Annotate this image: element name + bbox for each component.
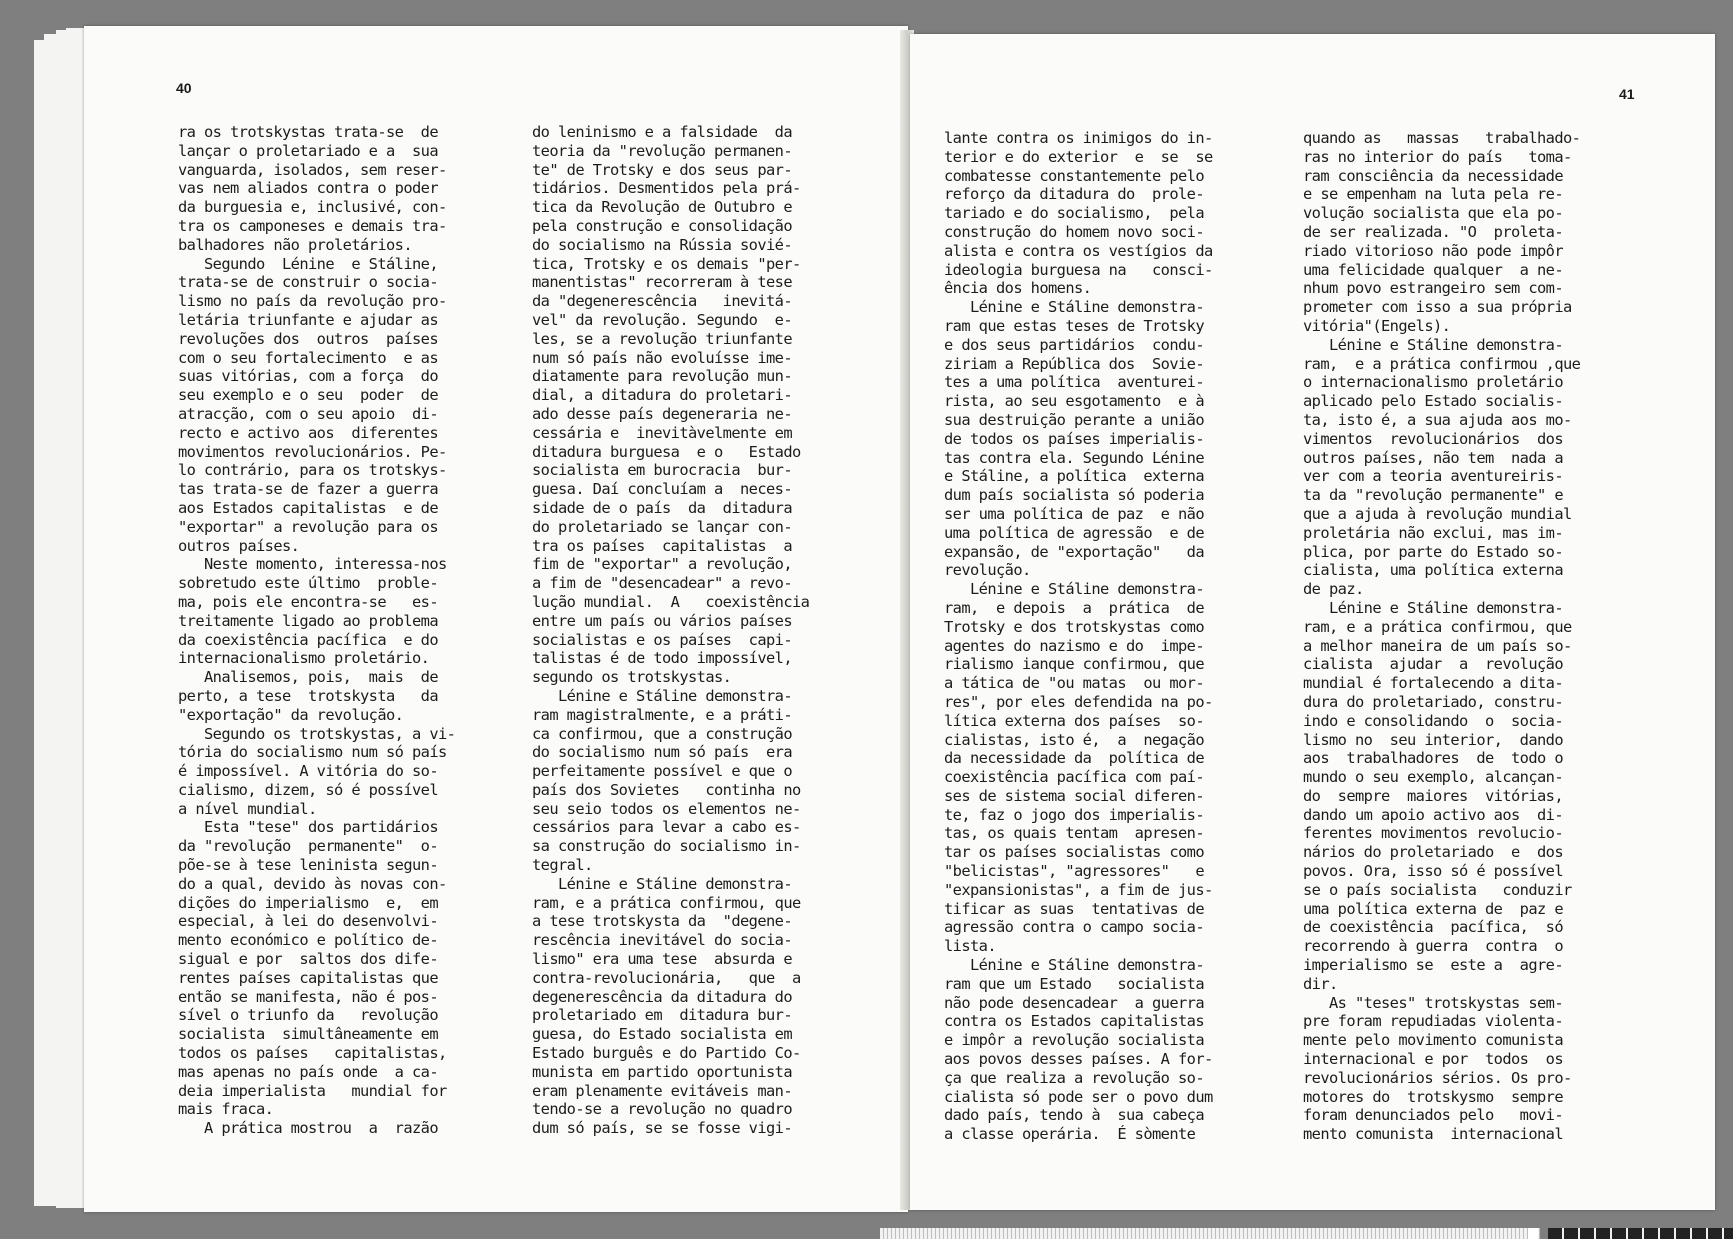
text-line: dando um apoio activo aos di- [1303, 805, 1563, 824]
text-line: pre foram repudiadas violenta- [1303, 1012, 1563, 1031]
text-line: perfeitamente possível e que o [532, 762, 792, 781]
text-line: ideologia burguesa na consci- [944, 260, 1213, 279]
text-line: cessários para levar a cabo es- [532, 818, 801, 837]
text-line: ver com a teoria aventureiris- [1303, 467, 1563, 486]
text-line: dum só país, se se fosse vigi- [532, 1119, 792, 1138]
text-line: vas nem aliados contra o poder [178, 179, 438, 198]
text-line: país dos Sovietes continha no [532, 780, 801, 799]
text-line: ras no interior do país toma- [1303, 147, 1572, 166]
text-line: a melhor maneira de um país so- [1303, 636, 1572, 655]
text-line: cialista ajudar a revolução [1303, 655, 1563, 674]
text-line: sível o triunfo da revolução [178, 1006, 438, 1025]
text-line: ça que realiza a revolução so- [944, 1068, 1204, 1087]
text-line: do sempre maiores vitórias, [1303, 786, 1563, 805]
text-line: recto e activo aos diferentes [178, 423, 438, 442]
text-line: Lénine e Stáline demonstra- [532, 874, 792, 893]
text-line: lismo no seu interior, dando [1303, 730, 1563, 749]
text-line: rista, ao seu esgotamento e à [944, 392, 1204, 411]
text-line: nários do proletariado e dos [1303, 843, 1563, 862]
text-line: motores do trotskysmo sempre [1303, 1087, 1563, 1106]
left-page [84, 26, 908, 1212]
text-line: res", por eles defendida na po- [944, 692, 1213, 711]
text-line: sa construção do socialismo in- [532, 837, 801, 856]
text-line: ta, isto é, a sua ajuda aos mo- [1303, 410, 1572, 429]
text-line: guesa, do Estado socialista em [532, 1025, 792, 1044]
text-line: ram que estas teses de Trotsky [944, 316, 1204, 335]
text-line: tegral. [532, 856, 593, 875]
text-line: les, se a revolução triunfante [532, 329, 792, 348]
text-line: volução socialista que ela po- [1303, 204, 1563, 223]
text-line: tica, Trotsky e os demais "per- [532, 254, 801, 273]
text-line: revoluções dos outros países [178, 329, 438, 348]
text-line: contra os Estados capitalistas [944, 1012, 1204, 1031]
text-line: tas, os quais tentam apresen- [944, 824, 1204, 843]
text-line: então se manifesta, não é pos- [178, 987, 438, 1006]
text-line: "exportar" a revolução para os [178, 517, 438, 536]
text-line: lista. [944, 937, 996, 956]
text-line: mundial é fortalecendo a dita- [1303, 674, 1563, 693]
text-line: especial, à lei do desenvolvi- [178, 912, 438, 931]
text-line: internacionalismo proletário. [178, 649, 430, 668]
text-line: a tática de "ou matas ou mor- [944, 674, 1204, 693]
text-line: dial, a ditadura do proletari- [532, 386, 792, 405]
text-line: ditadura burguesa e o Estado [532, 442, 801, 461]
text-line: te" de Trotsky e dos seus par- [532, 160, 792, 179]
text-line: da burguesia e, inclusivé, con- [178, 198, 447, 217]
text-line: se o país socialista conduzir [1303, 880, 1572, 899]
text-line: da necessidade da política de [944, 749, 1204, 768]
text-line: guesa. Daí concluíam a neces- [532, 480, 792, 499]
text-line: outros países. [178, 536, 300, 555]
text-line: ência dos homens. [944, 279, 1092, 298]
text-line: Lénine e Stáline demonstra- [944, 298, 1204, 317]
page-number: 40 [176, 80, 192, 96]
text-line: construção do homem novo soci- [944, 222, 1204, 241]
text-line: eram plenamente evitáveis man- [532, 1081, 792, 1100]
text-line: suas vitórias, com a força do [178, 367, 438, 386]
text-line: ram magistralmente, e a práti- [532, 705, 792, 724]
text-line: lo contrário, para os trotskys- [178, 461, 447, 480]
text-line: Lénine e Stáline demonstra- [944, 580, 1204, 599]
text-line: treitamente ligado ao problema [178, 611, 438, 630]
text-line: cialistas, isto é, a negação [944, 730, 1204, 749]
text-line: segundo os trotskystas. [532, 668, 732, 687]
text-line: tariado e do socialismo, pela [944, 204, 1204, 223]
text-line: cessária e inevitàvelmente em [532, 423, 792, 442]
text-line: Lénine e Stáline demonstra- [1303, 335, 1563, 354]
text-line: lismo" era uma tese absurda e [532, 950, 792, 969]
text-line: põe-se à tese leninista segun- [178, 856, 438, 875]
text-line: sobretudo este último proble- [178, 574, 438, 593]
text-line: rescência inevitável do socia- [532, 931, 792, 950]
text-line: fim de "exportar" a revolução, [532, 555, 792, 574]
text-line: ma, pois ele encontra-se es- [178, 592, 438, 611]
text-line: movimentos revolucionários. Pe- [178, 442, 447, 461]
text-line: vimentos revolucionários dos [1303, 429, 1563, 448]
text-line: munista em partido oportunista [532, 1062, 792, 1081]
text-line: tra os camponeses e demais tra- [178, 216, 447, 235]
text-line: "exportação" da revolução. [178, 705, 404, 724]
text-line: tra os países capitalistas a [532, 536, 792, 555]
text-line: do leninismo e a falsidade da [532, 123, 792, 141]
text-line: ram consciência da necessidade [1303, 166, 1563, 185]
text-line: A prática mostrou a razão [178, 1119, 438, 1138]
text-line: dado país, tendo à sua cabeça [944, 1106, 1204, 1125]
text-line: do socialismo num só país era [532, 743, 792, 762]
text-line: lançar o proletariado e a sua [178, 141, 438, 160]
text-line: Esta "tese" dos partidários [178, 818, 438, 837]
text-line: Analisemos, pois, mais de [178, 668, 438, 687]
text-line: outros países, não tem nada a [1303, 448, 1563, 467]
scale-ruler-marker [1528, 1228, 1538, 1239]
text-line: da "revolução permanente" o- [178, 837, 438, 856]
text-line: contra-revolucionária, que a [532, 968, 801, 987]
text-line: plica, por parte do Estado so- [1303, 542, 1563, 561]
text-line: dições do imperialismo e, em [178, 893, 438, 912]
text-line: sua destruição perante a união [944, 410, 1204, 429]
text-line: e se empenham na luta pela re- [1303, 185, 1563, 204]
text-line: trata-se de construir o socia- [178, 273, 438, 292]
text-line: ziriam a República dos Sovie- [944, 354, 1204, 373]
text-line: socialistas e os países capi- [532, 630, 792, 649]
text-line: ferentes movimentos revolucio- [1303, 824, 1563, 843]
text-line: rentes países capitalistas que [178, 968, 438, 987]
text-line: seu seio todos os elementos ne- [532, 799, 801, 818]
text-line: agentes do nazismo e do impe- [944, 636, 1204, 655]
text-line: reforço da ditadura do prole- [944, 185, 1204, 204]
text-line: alista e contra os vestígios da [944, 241, 1213, 260]
text-line: da coexistência pacífica e do [178, 630, 438, 649]
text-line: mento comunista internacional [1303, 1125, 1563, 1144]
text-line: balhadores não proletários. [178, 235, 412, 254]
text-line: lução mundial. A coexistência [532, 592, 810, 611]
text-line: letária triunfante e ajudar as [178, 310, 438, 329]
text-line: entre um país ou vários países [532, 611, 792, 630]
text-line: o internacionalismo proletário [1303, 373, 1563, 392]
text-line: agressão contra o campo socia- [944, 918, 1204, 937]
page-number: 41 [1619, 86, 1635, 102]
text-line: dir. [1303, 974, 1338, 993]
text-line: e Stáline, a política externa [944, 467, 1204, 486]
text-line: ram, e a prática confirmou, que [1303, 617, 1572, 636]
text-line: atracção, com o seu apoio di- [178, 404, 438, 423]
text-line: mais fraca. [178, 1100, 274, 1119]
scale-ruler [880, 1228, 1540, 1239]
text-line: pela construção e consolidação [532, 216, 792, 235]
text-line: e impôr a revolução socialista [944, 1031, 1204, 1050]
text-line: Segundo Lénine e Stáline, [178, 254, 438, 273]
text-line: ta da "revolução permanente" e [1303, 486, 1563, 505]
text-line: aplicado pelo Estado socialis- [1303, 392, 1563, 411]
text-line: socialista em burocracia bur- [532, 461, 792, 480]
text-line: ses de sistema social diferen- [944, 786, 1204, 805]
text-line: a fim de "desencadear" a revo- [532, 574, 792, 593]
text-line: a nível mundial. [178, 799, 317, 818]
text-line: aos Estados capitalistas e de [178, 498, 438, 517]
text-line: ca confirmou, que a construção [532, 724, 792, 743]
text-line: vitória"(Engels). [1303, 316, 1451, 335]
text-line: expansão, de "exportação" da [944, 542, 1204, 561]
text-line: sidade de o país da ditadura [532, 498, 792, 517]
text-line: ram que um Estado socialista [944, 974, 1204, 993]
text-line: ram, e a prática confirmou ,que [1303, 354, 1581, 373]
text-line: diatamente para revolução mun- [532, 367, 792, 386]
text-line: Lénine e Stáline demonstra- [532, 686, 792, 705]
text-line: de todos os países imperialis- [944, 429, 1204, 448]
text-line: terior e do exterior e se se [944, 147, 1213, 166]
text-line: povos. Ora, isso só é possível [1303, 862, 1563, 881]
text-line: cialista só pode ser o povo dum [944, 1087, 1213, 1106]
text-line: aos trabalhadores de todo o [1303, 749, 1563, 768]
text-line: uma felicidade qualquer a ne- [1303, 260, 1563, 279]
text-line: da "degenerescência inevitá- [532, 292, 792, 311]
text-line: ra os trotskystas trata-se de [178, 123, 438, 141]
text-line: combatesse constantemente pelo [944, 166, 1204, 185]
text-line: num só país não evoluísse ime- [532, 348, 792, 367]
text-line: manentistas" recorreram à tese [532, 273, 792, 292]
text-line: tidários. Desmentidos pela prá- [532, 179, 801, 198]
text-line: Lénine e Stáline demonstra- [1303, 598, 1563, 617]
text-column-2 [1303, 129, 1639, 1144]
text-line: Segundo os trotskystas, a vi- [178, 724, 456, 743]
text-line: dum país socialista só poderia [944, 486, 1204, 505]
text-line: perto, a tese trotskysta da [178, 686, 438, 705]
text-line: com o seu fortalecimento e as [178, 348, 438, 367]
text-line: Estado burguês e do Partido Co- [532, 1044, 801, 1063]
text-line: sigual e por saltos dos dife- [178, 950, 438, 969]
text-line: vanguarda, isolados, sem reser- [178, 160, 447, 179]
text-line: rialismo ianque confirmou, que [944, 655, 1204, 674]
text-line: ram, e depois a prática de [944, 598, 1204, 617]
text-line: de ser realizada. "O proleta- [1303, 222, 1563, 241]
text-line: lante contra os inimigos do in- [944, 129, 1213, 147]
text-line: mente pelo movimento comunista [1303, 1031, 1563, 1050]
text-line: quando as massas trabalhado- [1303, 129, 1581, 147]
text-line: vel" da revolução. Segundo e- [532, 310, 792, 329]
text-line: a tese trotskysta da "degene- [532, 912, 792, 931]
text-line: "belicistas", "agressores" e [944, 862, 1204, 881]
text-line: ser uma política de paz e não [944, 504, 1204, 523]
text-line: todos os países capitalistas, [178, 1044, 447, 1063]
text-line: a classe operária. É sòmente [944, 1125, 1196, 1144]
text-line: não pode desencadear a guerra [944, 993, 1204, 1012]
text-line: te, faz o jogo dos imperialis- [944, 805, 1204, 824]
text-line: de paz. [1303, 580, 1364, 599]
text-line: imperialismo se este a agre- [1303, 956, 1563, 975]
text-line: coexistência pacífica com paí- [944, 768, 1204, 787]
text-line: mundo o seu exemplo, alcançan- [1303, 768, 1563, 787]
text-line: prometer com isso a sua própria [1303, 298, 1572, 317]
text-line: talistas é de todo impossível, [532, 649, 792, 668]
text-line: tica da Revolução de Outubro e [532, 198, 792, 217]
color-scale-bar [1548, 1228, 1733, 1239]
text-line: teoria da "revolução permanen- [532, 141, 792, 160]
text-column-1 [178, 123, 514, 1138]
text-line: mas apenas no país onde a ca- [178, 1062, 438, 1081]
text-line: lítica externa dos países so- [944, 711, 1204, 730]
text-line: do socialismo na Rússia sovié- [532, 235, 792, 254]
text-line: tória do socialismo num só país [178, 743, 447, 762]
text-line: aos povos desses países. A for- [944, 1050, 1213, 1069]
text-line: cialista, uma política externa [1303, 561, 1563, 580]
text-line: revolução. [944, 561, 1031, 580]
text-line: do a qual, devido às novas con- [178, 874, 447, 893]
text-line: seu exemplo e o seu poder de [178, 386, 438, 405]
text-line: proletariado em ditadura bur- [532, 1006, 792, 1025]
text-line: proletária não exclui, mas im- [1303, 523, 1563, 542]
text-line: uma política externa de paz e [1303, 899, 1563, 918]
text-line: nhum povo estrangeiro sem com- [1303, 279, 1563, 298]
text-line: revolucionários sérios. Os pro- [1303, 1068, 1572, 1087]
text-line: indo e consolidando o socia- [1303, 711, 1563, 730]
text-line: degenerescência da ditadura do [532, 987, 792, 1006]
text-column-1 [944, 129, 1280, 1144]
text-line: uma política de agressão e de [944, 523, 1204, 542]
text-line: cialismo, dizem, só é possível [178, 780, 438, 799]
text-line: internacional e por todos os [1303, 1050, 1563, 1069]
text-line: mento económico e político de- [178, 931, 438, 950]
text-line: socialista simultâneamente em [178, 1025, 438, 1044]
text-line: tas trata-se de fazer a guerra [178, 480, 438, 499]
text-line: dura do proletariado, constru- [1303, 692, 1563, 711]
text-line: é impossível. A vitória do so- [178, 762, 438, 781]
text-line: As "teses" trotskystas sem- [1303, 993, 1563, 1012]
text-line: tendo-se a revolução no quadro [532, 1100, 792, 1119]
text-line: tes a uma política aventurei- [944, 373, 1204, 392]
text-line: Lénine e Stáline demonstra- [944, 956, 1204, 975]
text-line: foram denunciados pelo movi- [1303, 1106, 1563, 1125]
text-line: de coexistência pacífica, só [1303, 918, 1563, 937]
text-line: Trotsky e dos trotskystas como [944, 617, 1204, 636]
text-line: lismo no país da revolução pro- [178, 292, 447, 311]
text-line: Neste momento, interessa-nos [178, 555, 447, 574]
text-column-2 [532, 123, 868, 1138]
text-line: tas contra ela. Segundo Lénine [944, 448, 1204, 467]
right-page [910, 34, 1715, 1210]
text-line: riado vitorioso não pode impôr [1303, 241, 1563, 260]
text-line: ram, e a prática confirmou, que [532, 893, 801, 912]
text-line: ado desse país degeneraria ne- [532, 404, 792, 423]
text-line: tar os países socialistas como [944, 843, 1204, 862]
text-line: tificar as suas tentativas de [944, 899, 1204, 918]
text-line: deia imperialista mundial for [178, 1081, 447, 1100]
text-line: e dos seus partidários condu- [944, 335, 1204, 354]
text-line: "expansionistas", a fim de jus- [944, 880, 1213, 899]
text-line: do proletariado se lançar con- [532, 517, 792, 536]
text-line: recorrendo à guerra contra o [1303, 937, 1563, 956]
text-line: que a ajuda à revolução mundial [1303, 504, 1572, 523]
